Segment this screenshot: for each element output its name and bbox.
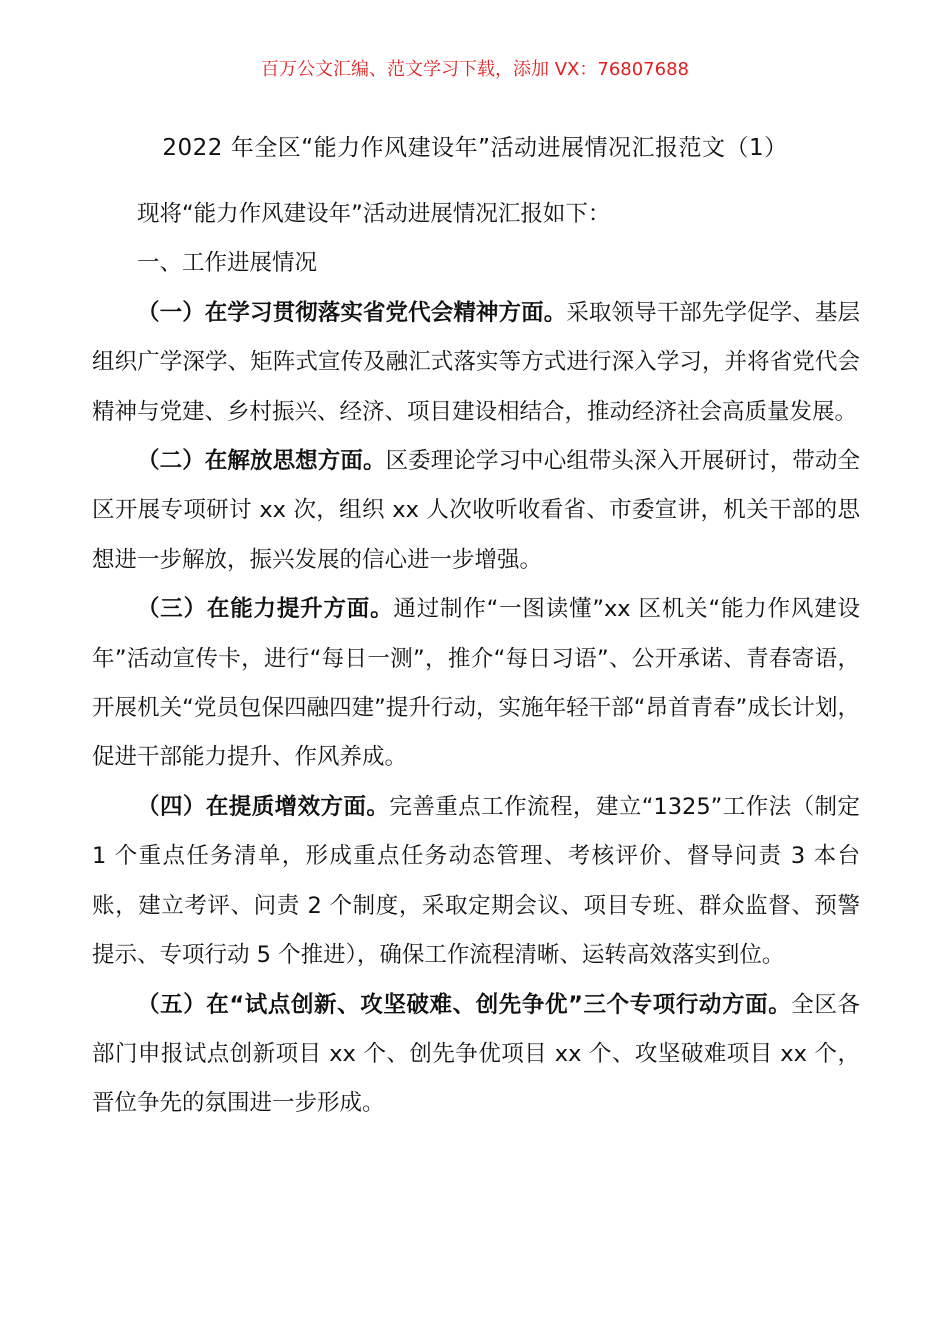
item-text-1: 采取领导干部先学促学、基层组织广学深学、矩阵式宣传及融汇式落实等方式进行深入学习，并将省党代会精神与党建、乡村振兴、经济、项目建设相结合，推动经济社会高质量发展。 (92, 299, 860, 425)
item-paragraph-5 (92, 981, 860, 1129)
item-lead-4: （四）在提质增效方面。 (137, 793, 390, 820)
item-lead-2: （二）在解放思想方面。 (137, 448, 386, 475)
item-lead-5: （五）在“试点创新、攻坚破难、创先争优”三个专项行动方面。 (137, 991, 792, 1018)
document-title: 2022 年全区“能力作风建设年”活动进展情况汇报范文（1） (162, 135, 788, 161)
watermark-header: 百万公文汇编、范文学习下载，添加 VX：76807688 (261, 59, 689, 80)
item-lead-1: （一）在学习贯彻落实省党代会精神方面。 (137, 299, 567, 326)
item-paragraph-1 (92, 289, 860, 437)
item-text-4: 完善重点工作流程，建立“1325”工作法（制定 1 个重点任务清单，形成重点任务动态管理、考核评价、督导问责 3 本台账，建立考评、问责 2 个制度，采取定期会议、项目专班、群众监督、预警提示、专项行动 5 个推进），确保工作流程清晰、运转高效落实到位。 (92, 793, 860, 969)
item-text-2: 区委理论学习中心组带头深入开展研讨，带动全区开展专项研讨 xx 次，组织 xx 人次收听收看省、市委宣讲，机关干部的思想进一步解放，振兴发展的信心进一步增强。 (92, 448, 860, 573)
item-paragraph-3 (92, 585, 860, 783)
item-text-3: 通过制作“一图读懂”xx 区机关“能力作风建设年”活动宣传卡，进行“每日一测”，推介“每日习语”、公开承诺、青春寄语，开展机关“党员包保四融四建”提升行动，实施年轻干部“昂首青春”成长计划，促进干部能力提升、作风养成。 (92, 596, 860, 771)
item-paragraph-4 (92, 783, 860, 981)
item-lead-3: （三）在能力提升方面。 (137, 596, 394, 623)
section-heading: 一、工作进展情况 (137, 250, 318, 277)
intro-paragraph: 现将“能力作风建设年”活动进展情况汇报如下： (137, 201, 611, 227)
item-text-5: 全区各部门申报试点创新项目 xx 个、创先争优项目 xx 个、攻坚破难项目 xx 个，晋位争先的氛围进一步形成。 (92, 991, 860, 1117)
document-body (92, 190, 860, 1129)
item-paragraph-2 (92, 437, 860, 585)
